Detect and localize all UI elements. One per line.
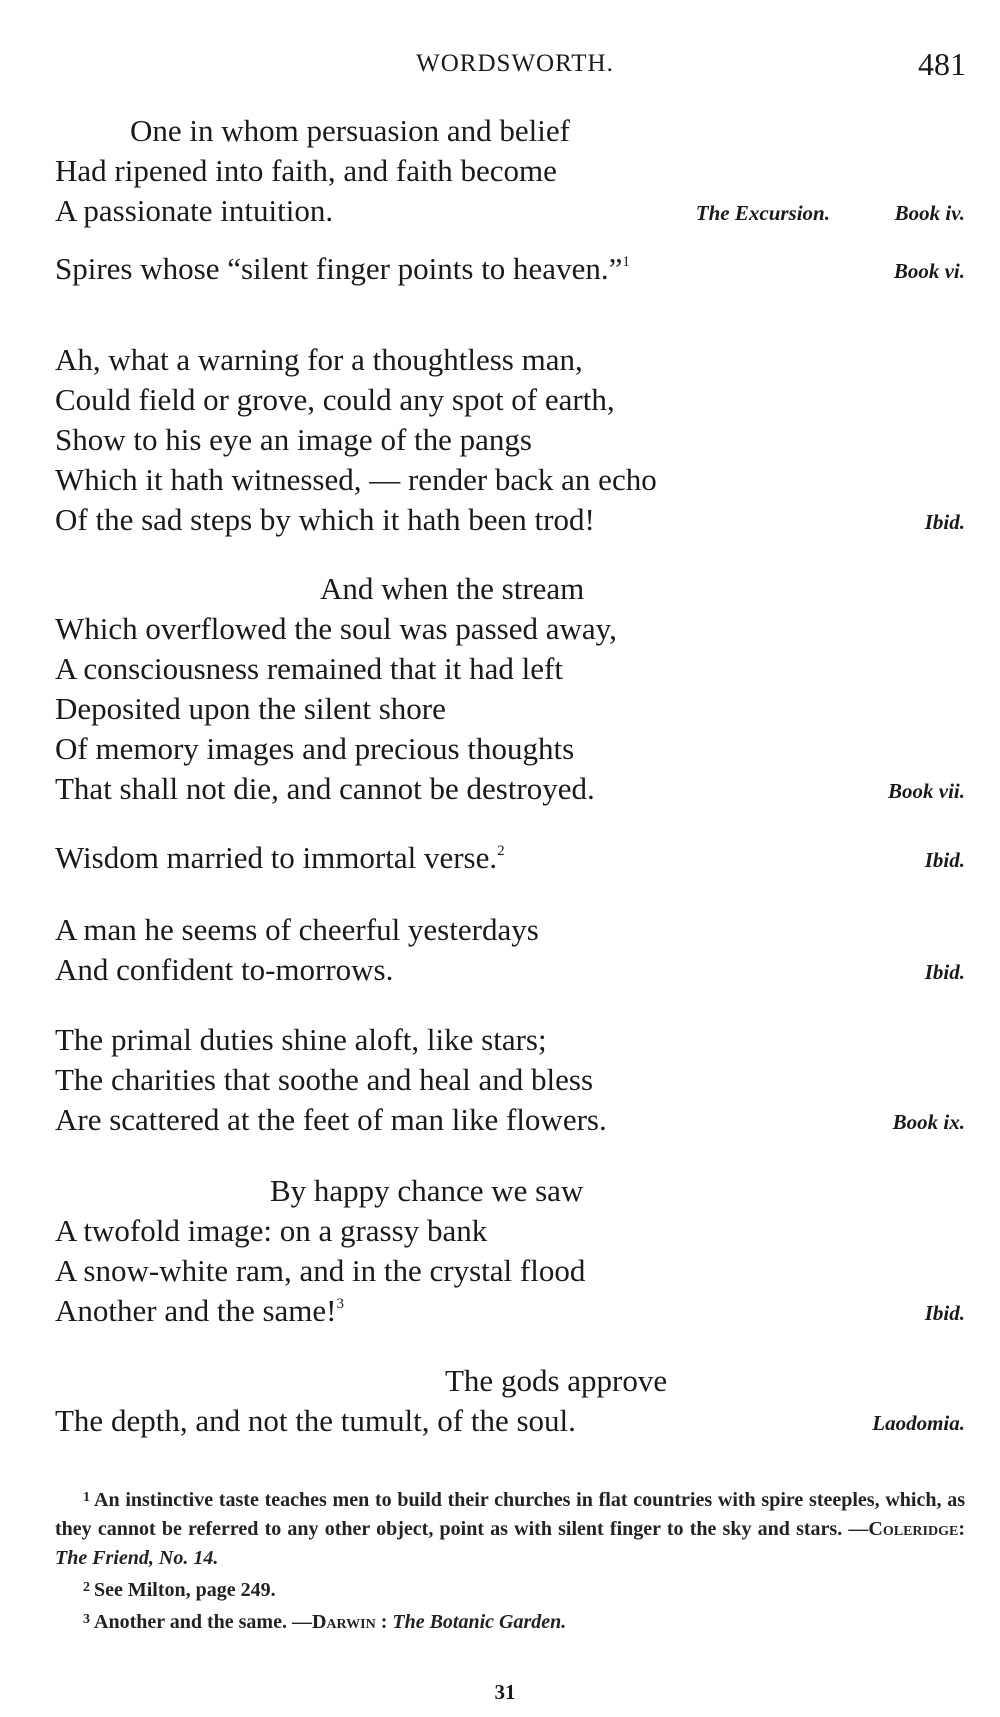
verse-line: Of the sad steps by which it hath been trod! Ibid. bbox=[55, 500, 965, 540]
source-citation: The Excursion. bbox=[695, 201, 830, 225]
footnote-ref: 3 bbox=[336, 1296, 344, 1312]
page-number: 481 bbox=[918, 46, 966, 82]
verse-line: One in whom persuasion and belief bbox=[130, 113, 570, 148]
verse-line: Wisdom married to immortal verse.$^2$ Ibid. bbox=[55, 838, 965, 878]
quotation-block bbox=[55, 838, 965, 878]
verse-line: A passionate intuition. The Excursion. Book iv. bbox=[55, 191, 965, 231]
verse-line: Had ripened into faith, and faith become bbox=[55, 153, 557, 188]
verse-line: Which overflowed the soul was passed away, bbox=[55, 611, 617, 646]
source-citation: Laodomia. bbox=[872, 1411, 965, 1435]
verse-line: Ah, what a warning for a thoughtless man, bbox=[55, 342, 583, 377]
verse-line: Deposited upon the silent shore bbox=[55, 691, 446, 726]
verse-line: Of memory images and precious thoughts bbox=[55, 731, 575, 766]
quotation-block bbox=[55, 111, 965, 231]
source-citation: Ibid. bbox=[924, 848, 965, 872]
quotation-block bbox=[55, 340, 965, 540]
quotation-block bbox=[55, 249, 965, 289]
footnote-3: $^3$ Another and the same. —Darwin : The Botanic Garden. bbox=[83, 1611, 567, 1633]
verse-line: The depth, and not the tumult, of the soul. Laodomia. bbox=[55, 1401, 965, 1441]
footnote-ref: 1 bbox=[622, 254, 630, 270]
signature-mark: 31 bbox=[494, 1680, 516, 1704]
running-title: WORDSWORTH. bbox=[416, 50, 614, 77]
quotation-block bbox=[55, 910, 965, 990]
verse-line: And confident to-morrows. Ibid. bbox=[55, 950, 965, 990]
verse-line: The gods approve bbox=[445, 1363, 668, 1398]
quotation-block bbox=[55, 1020, 965, 1140]
source-citation: Book iv. bbox=[894, 201, 965, 225]
quotation-block bbox=[55, 1361, 965, 1441]
verse-line: A snow-white ram, and in the crystal flood bbox=[55, 1253, 586, 1288]
verse-line: Are scattered at the feet of man like flowers. Book ix. bbox=[55, 1100, 965, 1140]
verse-line: The charities that soothe and heal and bless bbox=[55, 1062, 594, 1097]
verse-line: And when the stream bbox=[320, 571, 585, 606]
verse-line: By happy chance we saw bbox=[270, 1173, 584, 1208]
footnote-ref: 2 bbox=[497, 843, 505, 859]
verse-line: Show to his eye an image of the pangs bbox=[55, 422, 532, 457]
source-citation: Ibid. bbox=[924, 1301, 965, 1325]
source-citation: Ibid. bbox=[924, 960, 965, 984]
verse-line: That shall not die, and cannot be destroyed. Book vii. bbox=[55, 769, 965, 809]
verse-line: Another and the same!$^3$ Ibid. bbox=[55, 1291, 965, 1331]
source-citation: Book ix. bbox=[892, 1110, 965, 1134]
quotation-block bbox=[55, 1171, 965, 1331]
quotation-block bbox=[55, 569, 965, 809]
footnote-2: $^2$ See Milton, page 249. bbox=[83, 1579, 276, 1601]
source-citation: Book vii. bbox=[888, 779, 965, 803]
verse-line: A man he seems of cheerful yesterdays bbox=[55, 912, 539, 947]
verse-line: A consciousness remained that it had left bbox=[55, 651, 563, 686]
verse-line: The primal duties shine aloft, like stars; bbox=[55, 1022, 547, 1057]
footnote-1: $^1$ An instinctive taste teaches men to build their churches in flat countries with spire steeples, which, as they cannot be referred to any other object, point as with silent finger to the sky and stars. —Coleridge: The Friend, No. 14. bbox=[55, 1489, 965, 1569]
verse-line: Which it hath witnessed, — render back an echo bbox=[55, 462, 657, 497]
source-citation: Ibid. bbox=[924, 510, 965, 534]
source-citation: Book vi. bbox=[893, 259, 965, 283]
verse-line: Spires whose “silent finger points to heaven.”$^1$ Book vi. bbox=[55, 249, 965, 289]
verse-line: Could field or grove, could any spot of earth, bbox=[55, 382, 615, 417]
verse-line: A twofold image: on a grassy bank bbox=[55, 1213, 488, 1248]
footnotes bbox=[55, 1483, 965, 1637]
